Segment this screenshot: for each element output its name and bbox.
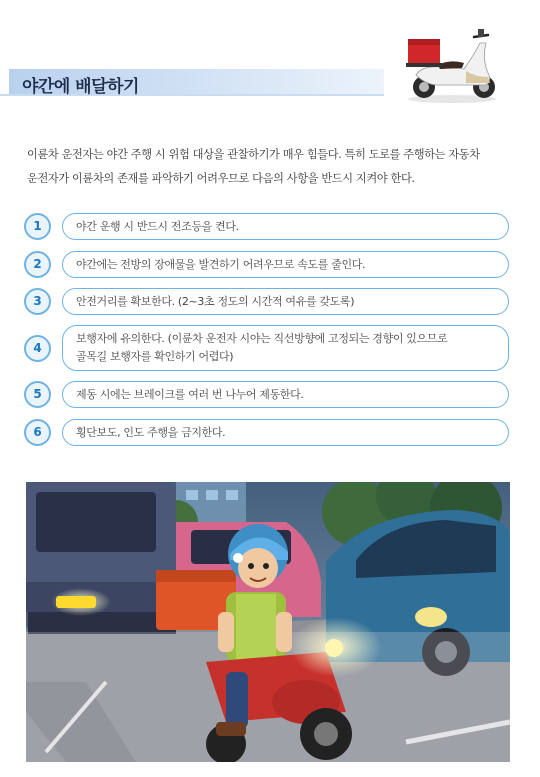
rule-text: 야간에는 전방의 장애물을 발견하기 어려우므로 속도를 줄인다. bbox=[76, 257, 366, 271]
rule-number-4: 4 bbox=[24, 335, 51, 362]
intro-line-2: 운전자가 이륜차의 존재를 파악하기 어려우므로 다음의 사항을 반드시 지켜야 한다. bbox=[27, 172, 415, 185]
rule-text-box-1 bbox=[62, 213, 509, 240]
intro-paragraph bbox=[27, 143, 515, 191]
rule-text-box-5 bbox=[62, 381, 509, 408]
rule-text-box-6 bbox=[62, 419, 509, 446]
rule-number-3: 3 bbox=[24, 288, 51, 315]
night-delivery-rider-illustration bbox=[26, 482, 510, 762]
rule-text: 횡단보도, 인도 주행을 금지한다. bbox=[76, 425, 226, 439]
rule-number-5: 5 bbox=[24, 381, 51, 408]
rule-text-line-2: 골목길 보행자를 확인하기 어렵다) bbox=[76, 350, 234, 363]
rule-text: 안전거리를 확보한다. (2~3초 정도의 시간적 여유를 갖도록) bbox=[76, 294, 355, 308]
rule-number-6: 6 bbox=[24, 419, 51, 446]
intro-line-1: 이륜차 운전자는 야간 주행 시 위험 대상을 관찰하기가 매우 힘들다. 특히 도로를 주행하는 자동차 bbox=[27, 148, 480, 161]
rule-text-line-1: 보행자에 유의한다. (이륜차 운전자 시야는 직선방향에 고정되는 경향이 있으므로 bbox=[76, 332, 448, 345]
rule-text-box-2 bbox=[62, 251, 509, 278]
rule-number-1: 1 bbox=[24, 213, 51, 240]
rule-text-box-3 bbox=[62, 288, 509, 315]
rule-text: 제동 시에는 브레이크를 여러 번 나누어 제동한다. bbox=[76, 387, 304, 401]
page-title: 야간에 배달하기 bbox=[22, 77, 139, 97]
delivery-scooter-icon bbox=[402, 25, 502, 103]
title-underline bbox=[0, 94, 384, 120]
rule-number-2: 2 bbox=[24, 251, 51, 278]
rule-text-box-4 bbox=[62, 325, 509, 371]
rule-text: 야간 운행 시 반드시 전조등을 켠다. bbox=[76, 219, 239, 233]
